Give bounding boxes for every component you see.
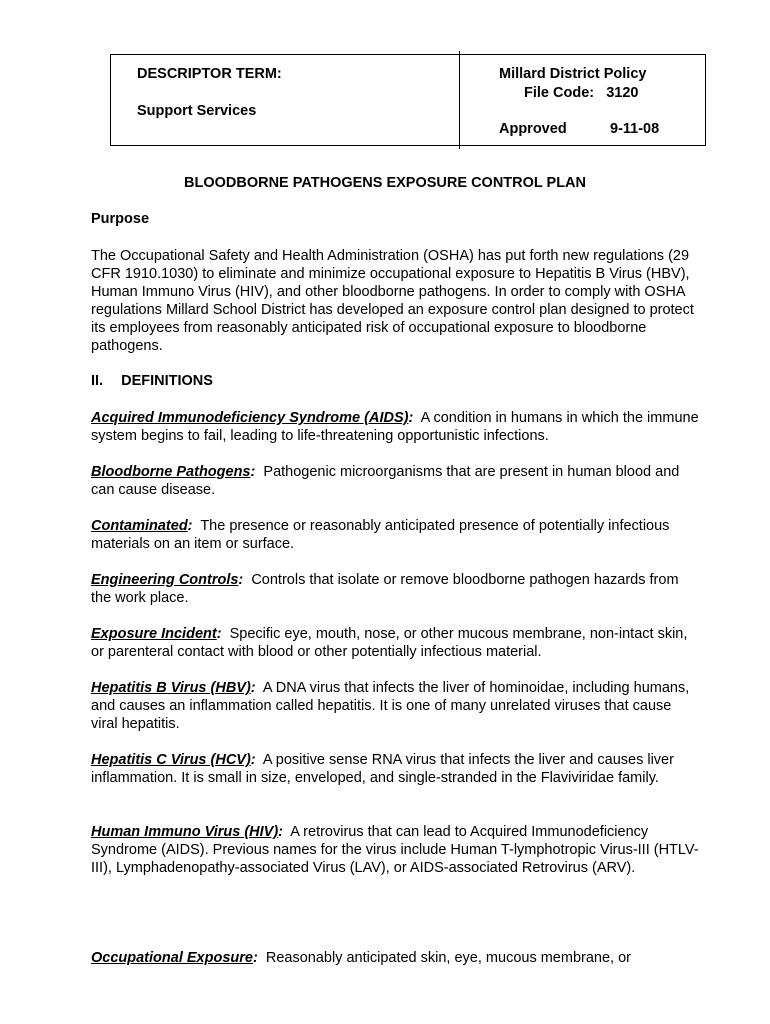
definition-contaminated: Contaminated: The presence or reasonably anticipated presence of potentially infectious materials on an item or surface.: [91, 518, 670, 552]
header-divider: [459, 51, 460, 149]
definition-hbv: Hepatitis B Virus (HBV): A DNA virus that infects the liver of hominoidae, including humans, and causes an inflammation called hepatitis. It is one of many unrelated viruses that cause viral hepatitis.: [91, 680, 690, 732]
definition-occupational-exposure: Occupational Exposure: Reasonably anticipated skin, eye, mucous membrane, or: [91, 950, 631, 966]
file-code-label: File Code:: [524, 85, 595, 101]
definition-text: A positive sense RNA virus that infects the liver and causes liver inflammation. It is small in size, enveloped, and single-stranded in the Flaviviridae family.: [91, 752, 674, 786]
document-title: BLOODBORNE PATHOGENS EXPOSURE CONTROL PLAN: [184, 175, 586, 191]
definition-aids: Acquired Immunodeficiency Syndrome (AIDS): A condition in humans in which the immune system begins to fail, leading to life-threatening opportunistic infections.: [91, 410, 699, 444]
descriptor-term-value: Support Services: [137, 103, 257, 119]
definition-text: A condition in humans in which the immune system begins to fail, leading to life-threatening opportunistic infections.: [91, 410, 699, 444]
definition-text: Controls that isolate or remove bloodborne pathogen hazards from the work place.: [91, 572, 679, 606]
definition-term: Bloodborne Pathogens: [91, 464, 251, 480]
definition-text: Specific eye, mouth, nose, or other mucous membrane, non-intact skin, or parenteral contact with blood or other potentially infectious material.: [91, 626, 688, 660]
section-title: DEFINITIONS: [121, 373, 213, 389]
approved-date: 9-11-08: [610, 121, 660, 137]
purpose-paragraph: The Occupational Safety and Health Administration (OSHA) has put forth new regulations (29 CFR 1910.1030) to eliminate and minimize occupational exposure to Hepatitis B Virus (HBV), Human Immuno Virus (HIV), and other bloodborne pathogens. In order to comply with OSHA regulations Millard School District has developed an exposure control plan designed to protect its employees from reasonably anticipated risk of occupational exposure to bloodborne pathogens.: [91, 248, 694, 354]
definition-term: Hepatitis C Virus (HCV): [91, 752, 251, 768]
section-heading: [91, 373, 213, 389]
definition-hiv: Human Immuno Virus (HIV): A retrovirus that can lead to Acquired Immunodeficiency Syndrome (AIDS). Previous names for the virus include Human T-lymphotropic Virus-III (HTLV-III), Lymphadenopathy-associated Virus (LAV), or AIDS-associated Retrovirus (ARV).: [91, 824, 699, 876]
approved-label: Approved: [499, 121, 567, 137]
definition-bloodborne-pathogens: Bloodborne Pathogens: Pathogenic microorganisms that are present in human blood and can cause disease.: [91, 464, 680, 498]
definition-exposure-incident: Exposure Incident: Specific eye, mouth, nose, or other mucous membrane, non-intact skin, or parenteral contact with blood or other potentially infectious material.: [91, 626, 688, 660]
section-number: II.: [91, 373, 104, 389]
file-code: [524, 85, 638, 101]
definition-text: Reasonably anticipated skin, eye, mucous membrane, or: [265, 950, 631, 966]
definition-engineering-controls: Engineering Controls: Controls that isolate or remove bloodborne pathogen hazards from the work place.: [91, 572, 679, 606]
definition-term: Acquired Immunodeficiency Syndrome (AIDS): [91, 410, 409, 426]
definition-term: Occupational Exposure: [91, 950, 253, 966]
definition-hcv: Hepatitis C Virus (HCV): A positive sense RNA virus that infects the liver and causes liver inflammation. It is small in size, enveloped, and single-stranded in the Flaviviridae family.: [91, 752, 674, 786]
definition-text: The presence or reasonably anticipated presence of potentially infectious materials on an item or surface.: [91, 518, 670, 552]
definition-text: A DNA virus that infects the liver of hominoidae, including humans, and causes an inflammation called hepatitis. It is one of many unrelated viruses that cause viral hepatitis.: [91, 680, 690, 732]
definition-text: Pathogenic microorganisms that are present in human blood and can cause disease.: [91, 464, 680, 498]
definition-term: Contaminated: [91, 518, 188, 534]
descriptor-term-label: DESCRIPTOR TERM:: [137, 66, 282, 82]
definition-text: A retrovirus that can lead to Acquired Immunodeficiency Syndrome (AIDS). Previous names for the virus include Human T-lymphotropic Virus-III (HTLV-III), Lymphadenopathy-associated Virus (LAV), or AIDS-associated Retrovirus (ARV).: [91, 824, 699, 876]
purpose-heading: Purpose: [91, 211, 150, 227]
definition-term: Human Immuno Virus (HIV): [91, 824, 279, 840]
definition-term: Hepatitis B Virus (HBV): [91, 680, 251, 696]
file-code-value: 3120: [606, 85, 639, 101]
policy-title: Millard District Policy: [499, 66, 647, 82]
definition-term: Exposure Incident: [91, 626, 217, 642]
definition-term: Engineering Controls: [91, 572, 239, 588]
